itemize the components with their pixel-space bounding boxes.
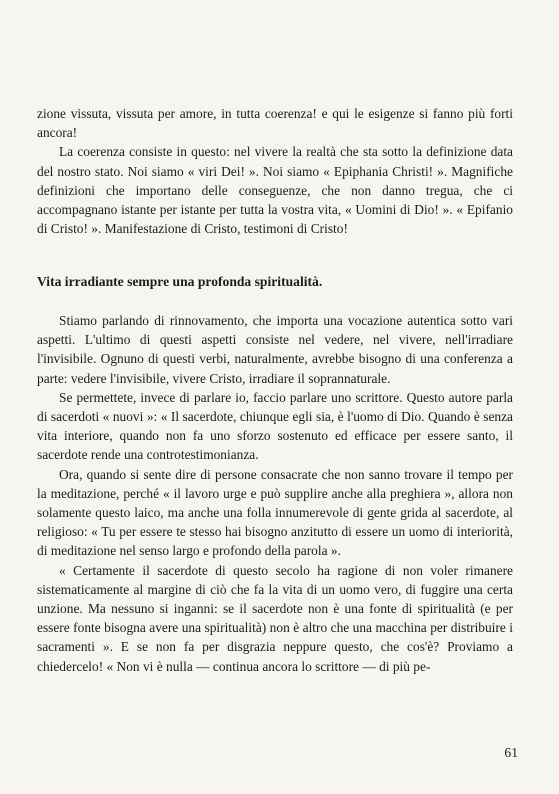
main-text-block <box>37 311 513 676</box>
body-paragraph: Se permettete, invece di parlare io, faccio parlare uno scrittore. Questo autore parla di sacerdoti « nuovi »: « Il sacerdote, chiunque egli sia, è l'uomo di Dio. Quando è senza vita interiore, quando non fa uno sforzo sostenuto ed efficace per essere santo, il sacerdote rende una controtestimonianza. <box>37 389 513 463</box>
continued-paragraph: zione vissuta, vissuta per amore, in tutta coerenza! e qui le esigenze si fanno più forti ancora! <box>37 106 513 141</box>
body-paragraph: Stiamo parlando di rinnovamento, che importa una vocazione autentica sotto vari aspetti. L'ultimo di questi aspetti consiste nel vedere, nel vivere, nell'irradiare l'invisibile. Ognuno di questi verbi, naturalmente, avrebbe bisogno di una conferenza a parte: vedere l'invisibile, vivere Cristo, irradiare il soprannaturale. <box>37 313 513 386</box>
page-number: 61 <box>504 745 518 760</box>
body-paragraph: « Certamente il sacerdote di questo secolo ha ragione di non voler rimanere sistematicamente al margine di ciò che fa la vita di un uomo vero, di fuggire una certa unzione. Ma nessuno si inganni: se il sacerdote non è una fonte di spiritualità (e per essere fonte bisogna avere una spiritualità) non è altro che una macchina per distribuire i sacramenti ». E se non fa per disgrazia neppure questo, che cos'è? Proviamo a chiedercelo! « Non vi è nulla — continua ancora lo scrittore — di più pe- <box>37 562 513 674</box>
body-paragraph: Ora, quando si sente dire di persone consacrate che non sanno trovare il tempo per la meditazione, perché « il lavoro urge e può supplire anche alla preghiera », allora non solamente questo laico, ma anche una folla innumerevole di gente grida al sacerdote, al religioso: « Tu per essere te stesso hai bisogno anzitutto di essere un uomo di interiorità, di meditazione nel senso largo e profondo della parola ». <box>37 466 513 559</box>
section-heading: Vita irradiante sempre una profonda spiritualità. <box>37 274 323 289</box>
body-paragraph: La coerenza consiste in questo: nel vivere la realtà che sta sotto la definizione data del nostro stato. Noi siamo « viri Dei! ». Noi siamo « Epiphania Christi! ». Magnifiche definizioni che importano delle conseguenze, che non danno tregua, che ci accompagnano istante per istante per tutta la vostra vita, « Uomini di Dio! ». « Epifanio di Cristo! ». Manifestazione di Cristo, testimoni di Cristo! <box>37 144 513 237</box>
top-text-block <box>37 104 513 238</box>
